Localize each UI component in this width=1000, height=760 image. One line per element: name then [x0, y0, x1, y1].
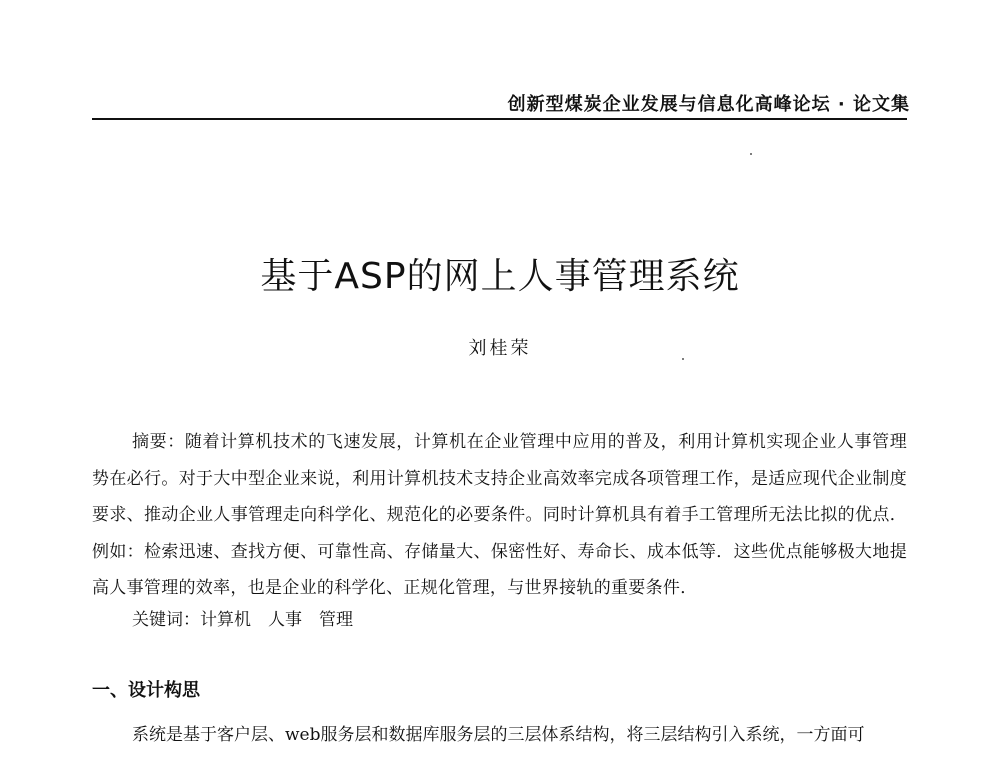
author-name: 刘桂荣 [468, 338, 532, 359]
scan-speck [750, 153, 752, 155]
header-rule [92, 118, 907, 120]
abstract-paragraph: 摘要：随着计算机技术的飞速发展，计算机在企业管理中应用的普及，利用计算机实现企业人事管理势在必行。对于大中型企业来说，利用计算机技术支持企业高效率完成各项管理工作，是适应现代企业制度要求、推动企业人事管理走向科学化、规范化的必要条件。同时计算机具有着手工管理所无法比拟的优点．例如：检索迅速、查找方便、可靠性高、存储量大、保密性好、寿命长、成本低等．这些优点能够极大地提高人事管理的效率，也是企业的科学化、正规化管理，与世界接轨的重要条件． [92, 432, 907, 598]
article-title: 基于ASP的网上人事管理系统 [260, 256, 740, 297]
keywords-line: 关键词：计算机 人事 管理 [132, 610, 353, 630]
running-head: 创新型煤炭企业发展与信息化高峰论坛 · 论文集 [507, 94, 910, 115]
section-heading: 一、设计构思 [92, 680, 200, 701]
body-paragraph: 系统是基于客户层、web服务层和数据库服务层的三层体系结构，将三层结构引入系统，一方面可 [132, 725, 865, 745]
